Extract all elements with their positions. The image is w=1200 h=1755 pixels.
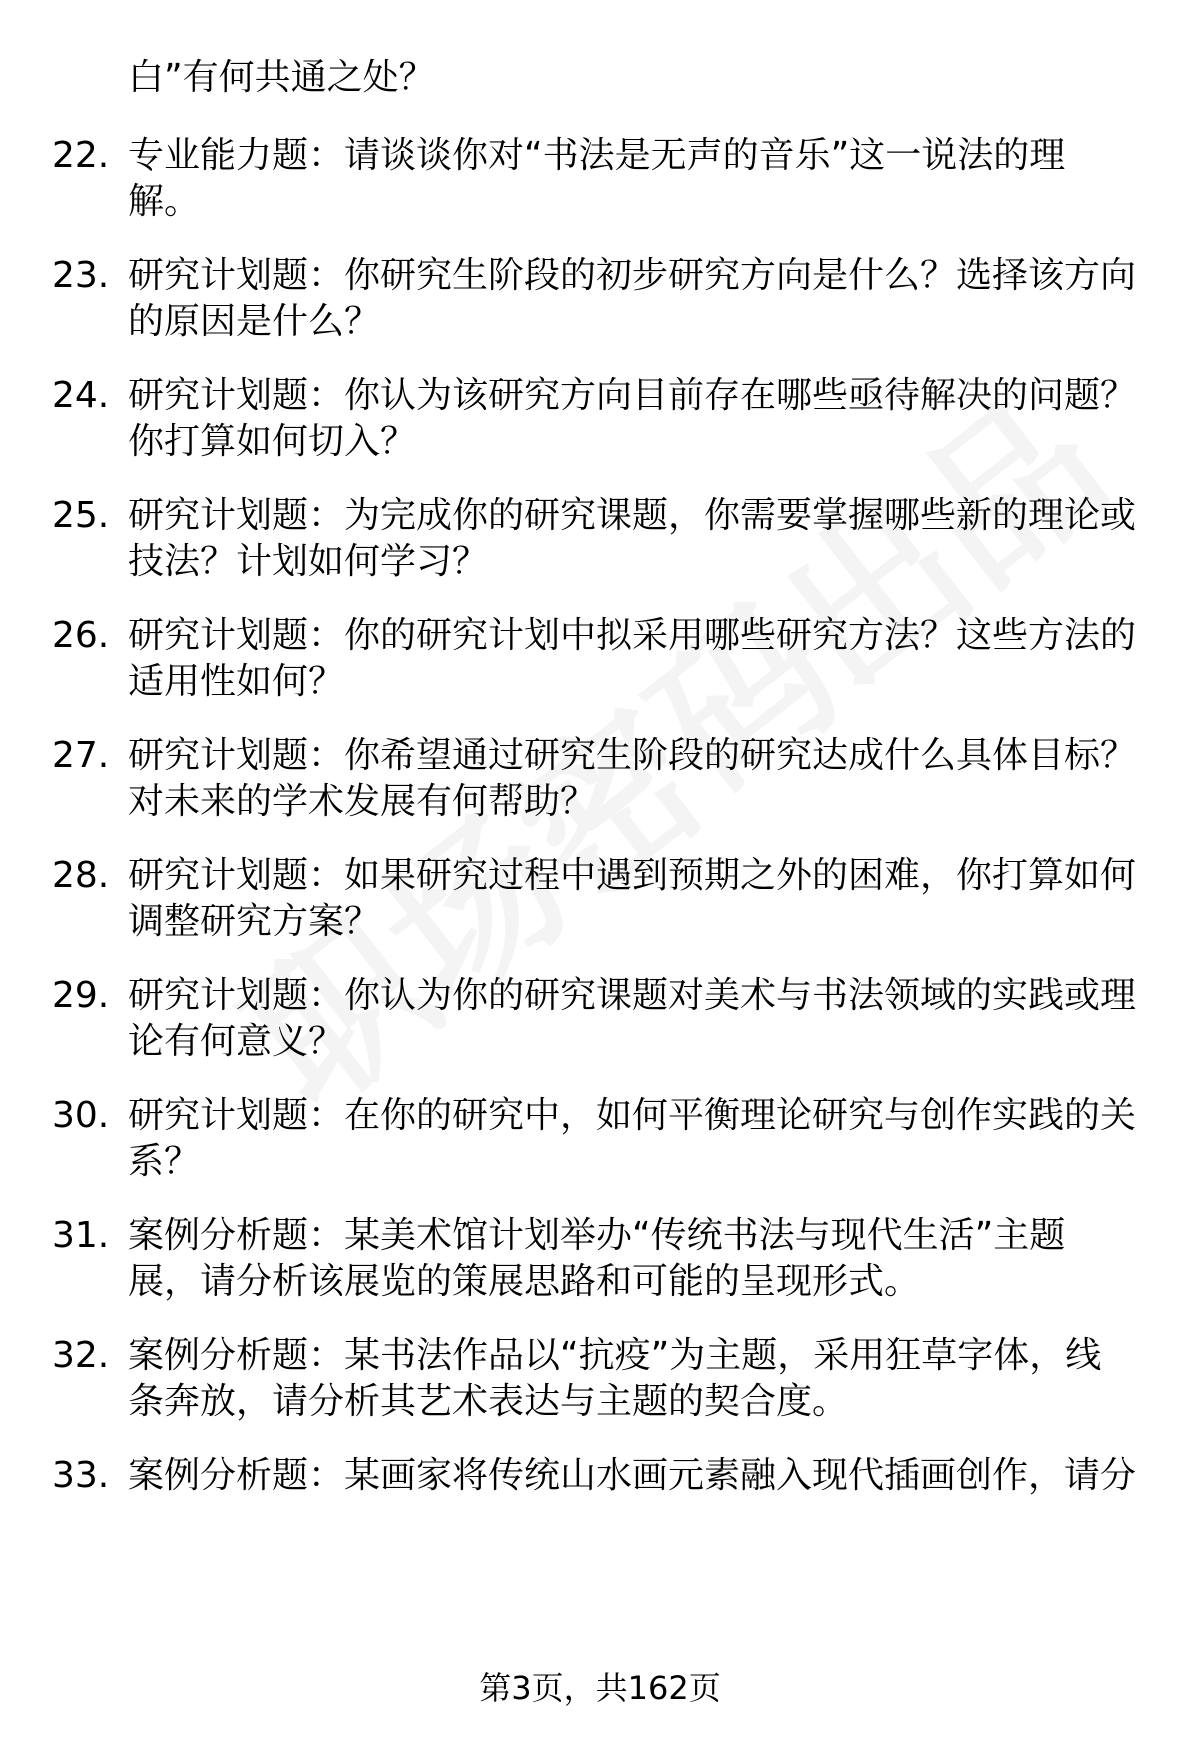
question-text-line: 适用性如何？ <box>128 661 345 702</box>
question-number: 27. <box>52 735 110 776</box>
question-text-line: 技法？计划如何学习？ <box>128 541 489 582</box>
question-text-line: 研究计划题：你研究生阶段的初步研究方向是什么？选择该方向 <box>128 255 1137 296</box>
question-number: 31. <box>52 1215 110 1256</box>
question-text-line: 研究计划题：为完成你的研究课题，你需要掌握哪些新的理论或 <box>128 495 1137 536</box>
question-text-line: 研究计划题：你认为该研究方向目前存在哪些亟待解决的问题？ <box>128 375 1137 416</box>
question-text-line: 研究计划题：如果研究过程中遇到预期之外的困难，你打算如何 <box>128 855 1137 896</box>
question-text-line: 的原因是什么？ <box>128 301 381 342</box>
question-text-line: 专业能力题：请谈谈你对“书法是无声的音乐”这一说法的理 <box>128 135 1066 176</box>
question-text-line: 调整研究方案？ <box>128 901 381 942</box>
question-text-line: 论有何意义？ <box>128 1021 345 1062</box>
question-number: 32. <box>52 1335 110 1376</box>
question-text-line: 案例分析题：某美术馆计划举办“传统书法与现代生活”主题 <box>128 1215 1066 1256</box>
question-text-line: 条奔放，请分析其艺术表达与主题的契合度。 <box>128 1381 849 1422</box>
question-text-line: 你打算如何切入？ <box>128 421 417 462</box>
question-text-line: 案例分析题：某画家将传统山水画元素融入现代插画创作，请分 <box>128 1455 1137 1496</box>
question-text-line: 研究计划题：你希望通过研究生阶段的研究达成什么具体目标？ <box>128 735 1137 776</box>
question-text-line: 案例分析题：某书法作品以“抗疫”为主题，采用狂草字体，线 <box>128 1335 1102 1376</box>
question-number: 23. <box>52 255 110 296</box>
question-text-line: 展，请分析该展览的策展思路和可能的呈现形式。 <box>128 1261 921 1302</box>
question-number: 24. <box>52 375 110 416</box>
question-number: 29. <box>52 975 110 1016</box>
question-number: 25. <box>52 495 110 536</box>
question-number: 28. <box>52 855 110 896</box>
continuation-text: 白”有何共通之处？ <box>128 57 435 98</box>
question-text-line: 研究计划题：你认为你的研究课题对美术与书法领域的实践或理 <box>128 975 1137 1016</box>
question-text-line: 研究计划题：你的研究计划中拟采用哪些研究方法？这些方法的 <box>128 615 1137 656</box>
question-text-line: 研究计划题：在你的研究中，如何平衡理论研究与创作实践的关 <box>128 1095 1137 1136</box>
question-text-line: 解。 <box>128 181 201 222</box>
question-number: 22. <box>52 135 110 176</box>
question-text-line: 系？ <box>128 1141 201 1182</box>
page-footer: 第3页，共162页 <box>479 1669 721 1707</box>
question-text-line: 对未来的学术发展有何帮助？ <box>128 781 597 822</box>
question-number: 30. <box>52 1095 110 1136</box>
question-number: 26. <box>52 615 110 656</box>
question-number: 33. <box>52 1455 110 1496</box>
